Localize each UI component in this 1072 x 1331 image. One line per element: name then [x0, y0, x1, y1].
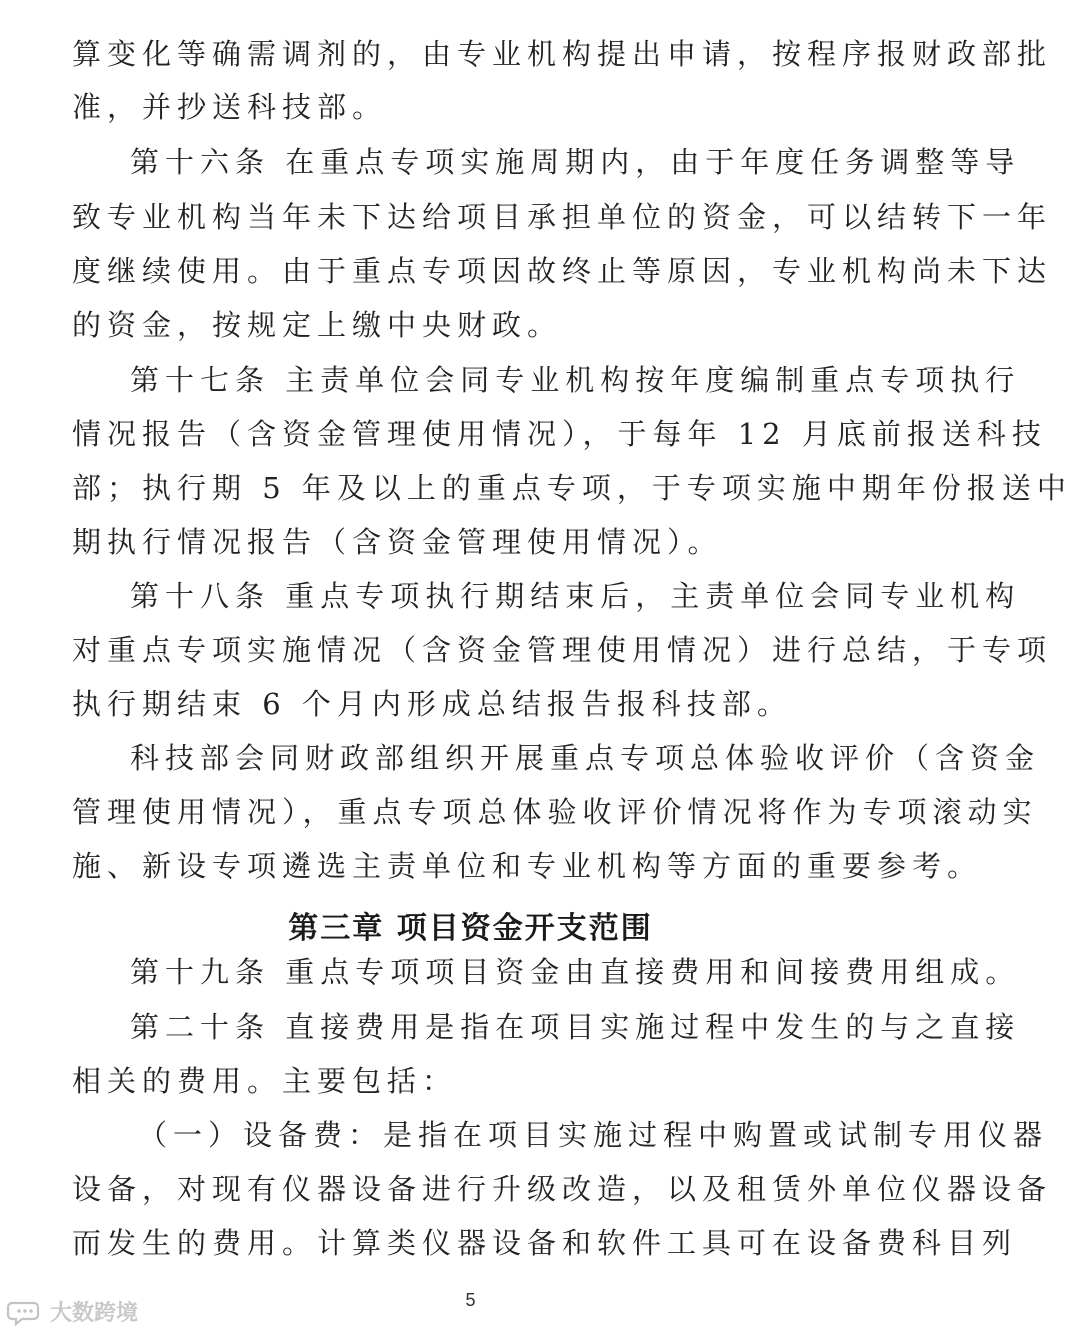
- paragraph-start: 科技部会同财政部组织开展重点专项总体验收评价（含资金: [130, 741, 1041, 775]
- chat-bubble-icon: [8, 1299, 44, 1325]
- watermark-text: 大数跨境: [50, 1301, 139, 1326]
- article-19: 第十九条 重点专项项目资金由直接费用和间接费用组成。: [130, 955, 1021, 989]
- text-line: 的资金，按规定上缴中央财政。: [72, 308, 563, 342]
- text-line: 准，并抄送科技部。: [72, 90, 388, 124]
- text-line: 致专业机构当年未下达给项目承担单位的资金，可以结转下一年: [72, 200, 1053, 234]
- article-16-start: 第十六条 在重点专项实施周期内，由于年度任务调整等导: [130, 145, 1021, 179]
- watermark: [8, 1296, 138, 1327]
- text-line: 部；执行期 5 年及以上的重点专项，于专项实施中期年份报送中: [72, 471, 1072, 505]
- text-line: 对重点专项实施情况（含资金管理使用情况）进行总结，于专项: [72, 633, 1053, 667]
- text-line: 算变化等确需调剂的，由专业机构提出申请，按程序报财政部批: [72, 37, 1053, 71]
- page-number: 5: [465, 1290, 476, 1310]
- text-line: 而发生的费用。计算类仪器设备和软件工具可在设备费科目列: [72, 1226, 1018, 1260]
- text-line: 设备，对现有仪器设备进行升级改造，以及租赁外单位仪器设备: [72, 1172, 1053, 1206]
- chapter-heading: 第三章 项目资金开支范围: [288, 911, 653, 946]
- text-line: 执行期结束 6 个月内形成总结报告报科技部。: [72, 687, 792, 721]
- text-line: 管理使用情况），重点专项总体验收评价情况将作为专项滚动实: [72, 795, 1038, 829]
- article-20-start: 第二十条 直接费用是指在项目实施过程中发生的与之直接: [130, 1010, 1021, 1044]
- article-17-start: 第十七条 主责单位会同专业机构按年度编制重点专项执行: [130, 363, 1021, 397]
- text-line: 度继续使用。由于重点专项因故终止等原因，专业机构尚未下达: [72, 254, 1053, 288]
- article-18-start: 第十八条 重点专项执行期结束后，主责单位会同专业机构: [130, 579, 1021, 613]
- text-line: 期执行情况报告（含资金管理使用情况）。: [72, 525, 723, 559]
- text-line: 情况报告（含资金管理使用情况），于每年 12 月底前报送科技: [72, 417, 1047, 451]
- text-line: 相关的费用。主要包括：: [72, 1064, 458, 1098]
- item-1-start: （一）设备费：是指在项目实施过程中购置或试制专用仪器: [138, 1118, 1049, 1152]
- text-line: 施、新设专项遴选主责单位和专业机构等方面的重要参考。: [72, 849, 983, 883]
